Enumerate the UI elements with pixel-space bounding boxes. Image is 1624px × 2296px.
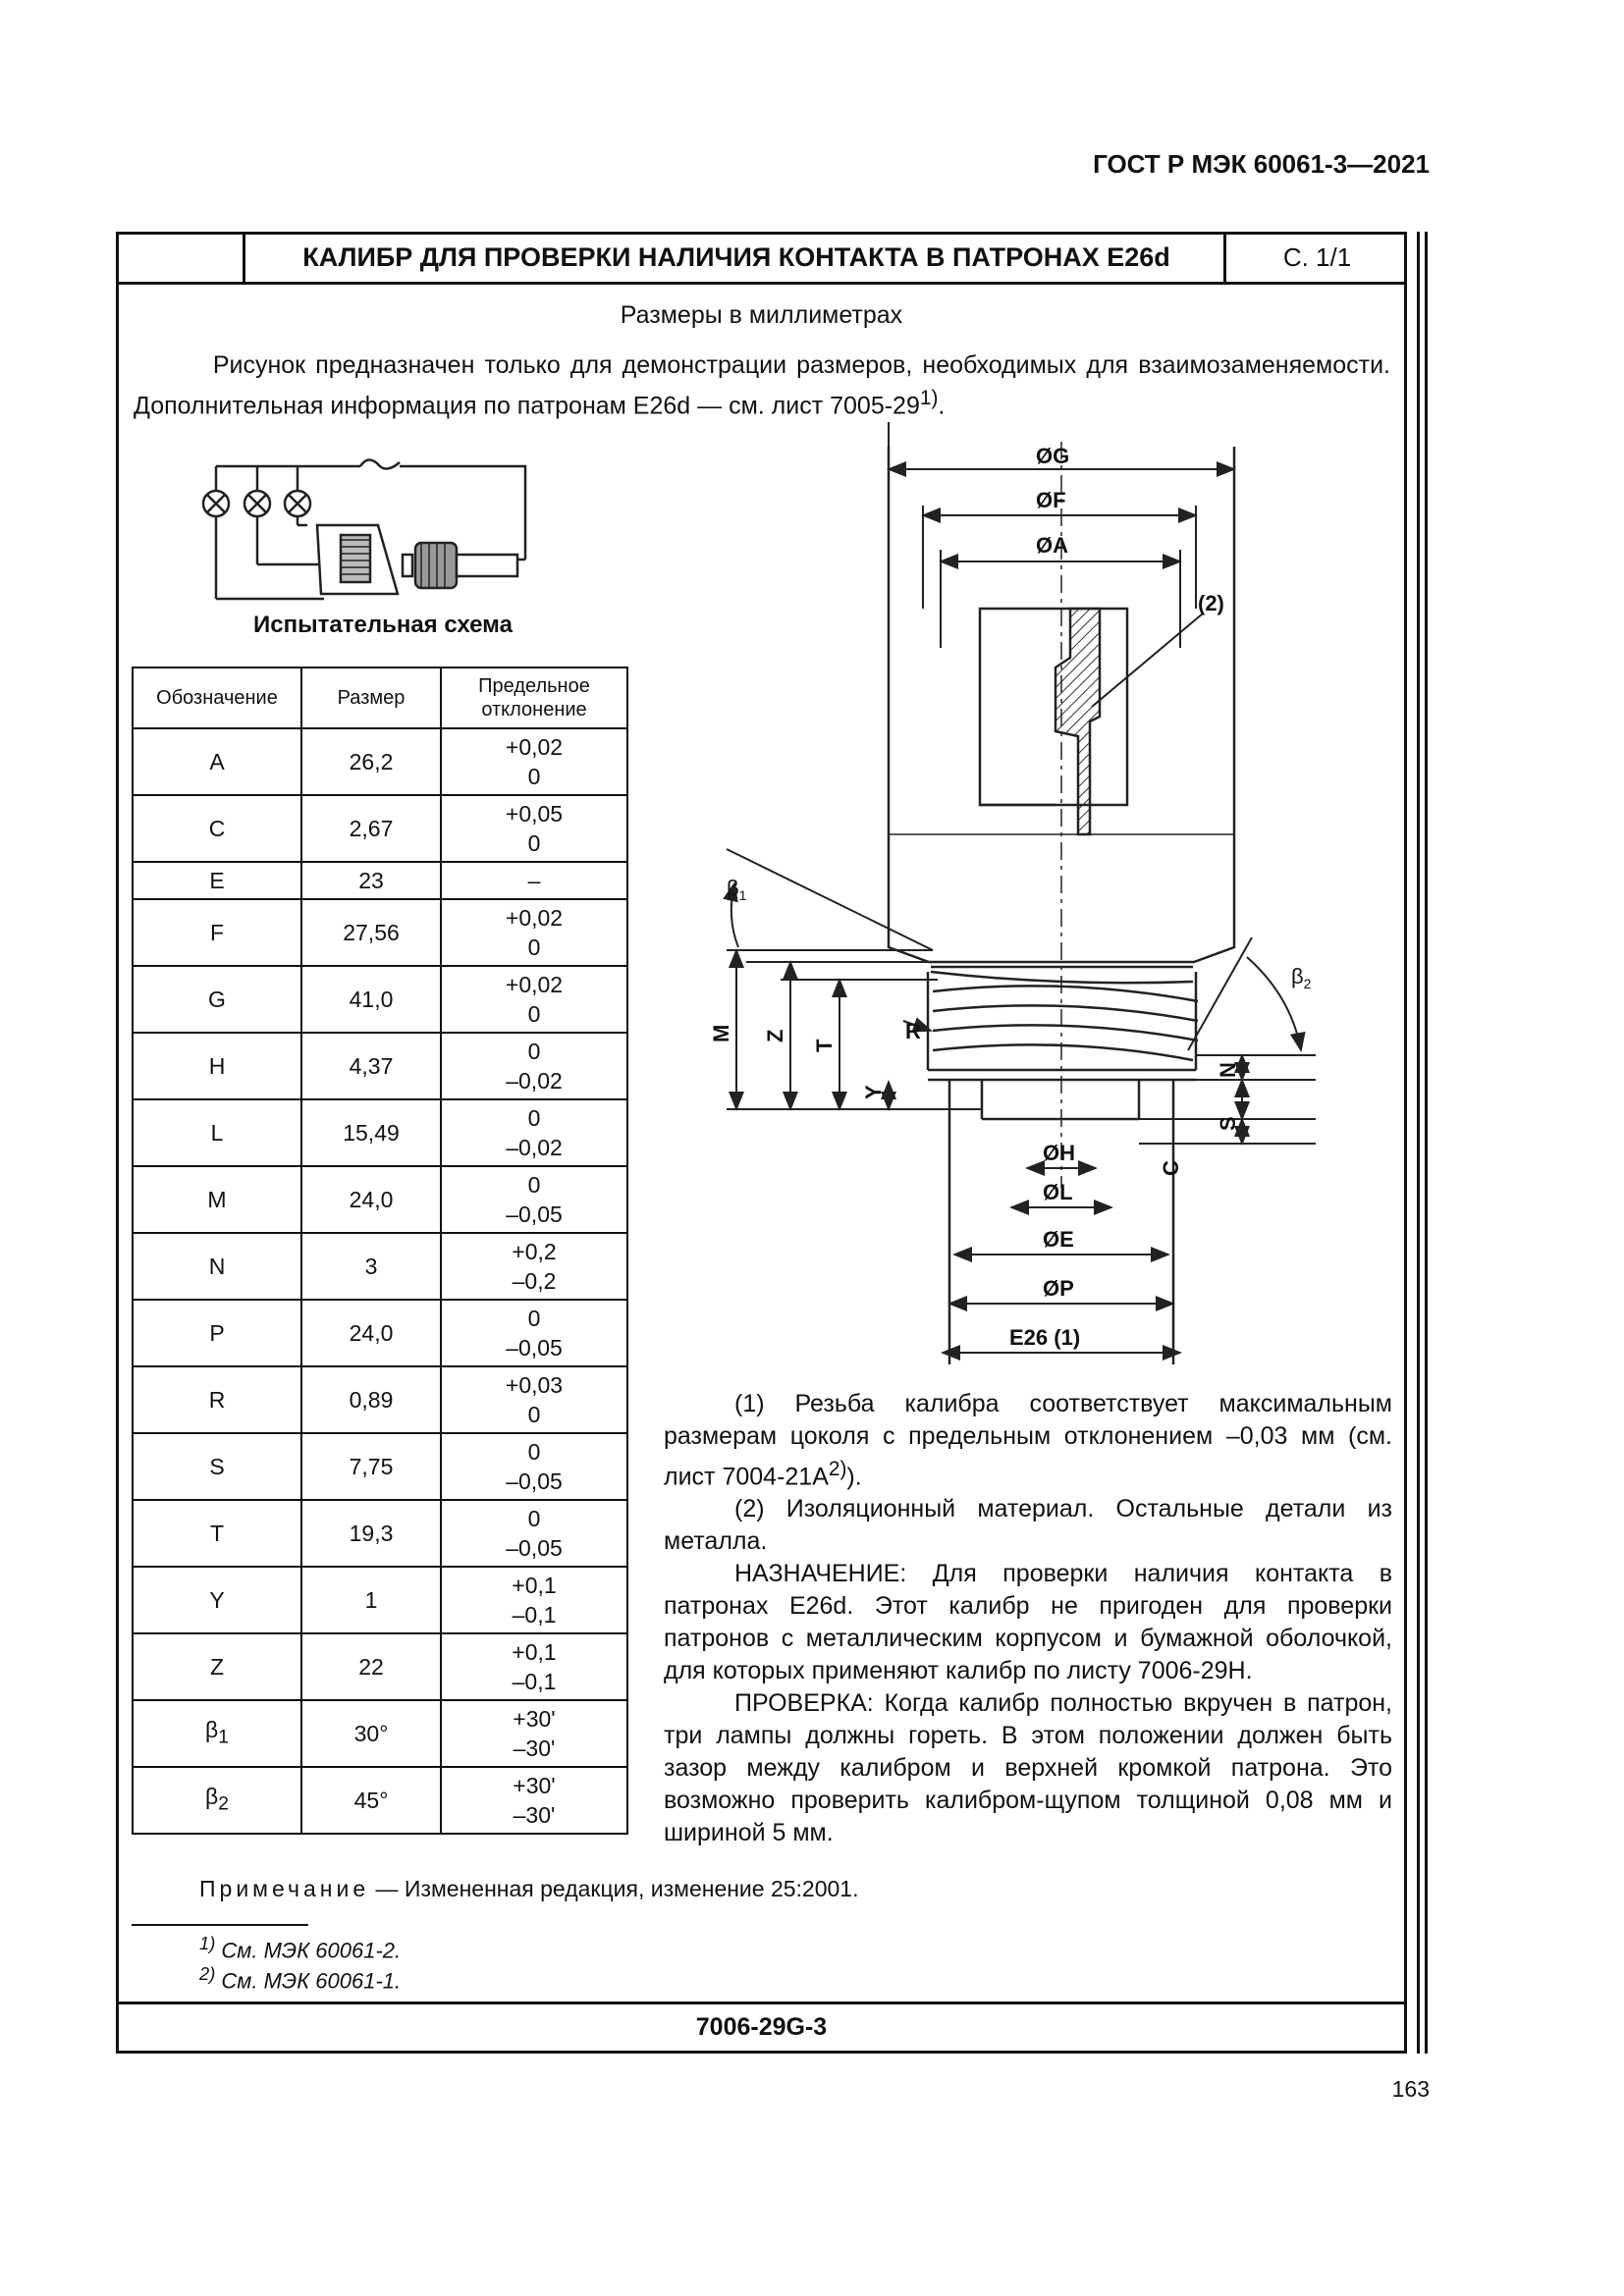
cell-tolerance: 0 –0,05 xyxy=(441,1500,627,1567)
table-row xyxy=(133,862,627,899)
cell-designation: $\beta_2$ xyxy=(133,1767,301,1834)
test-circuit-diagram xyxy=(191,447,545,609)
intro-paragraph xyxy=(134,349,1390,422)
cell-designation: E xyxy=(133,862,301,899)
cell-designation: C xyxy=(133,795,301,862)
cell-tolerance: +0,02 0 xyxy=(441,899,627,966)
cell-designation: H xyxy=(133,1033,301,1099)
cell-designation: Y xyxy=(133,1567,301,1633)
cell-tolerance: 0 –0,05 xyxy=(441,1300,627,1366)
label-n: N xyxy=(1216,1062,1240,1078)
cell-designation: L xyxy=(133,1099,301,1166)
remark-text: — Измененная редакция, изменение 25:2001. xyxy=(369,1876,859,1901)
cell-size: 15,49 xyxy=(301,1099,441,1166)
cell-tolerance: +0,02 0 xyxy=(441,966,627,1033)
label-g: ØG xyxy=(1036,444,1070,468)
cell-size: 24,0 xyxy=(301,1300,441,1366)
table-row xyxy=(133,1366,627,1433)
note-2: (2) Изоляционный материал. Остальные детали из металла. xyxy=(664,1495,1392,1556)
table-row xyxy=(133,795,627,862)
dimensions-table xyxy=(132,667,628,1835)
cell-size: 4,37 xyxy=(301,1033,441,1099)
remark-label: Примечание xyxy=(199,1876,370,1901)
label-c: C xyxy=(1159,1160,1183,1176)
cell-designation: F xyxy=(133,899,301,966)
label-thread: E26 (1) xyxy=(1009,1325,1081,1350)
cell-tolerance: 0 –0,02 xyxy=(441,1033,627,1099)
cell-tolerance: +0,02 0 xyxy=(441,728,627,795)
table-row xyxy=(133,1233,627,1300)
cell-tolerance: 0 –0,05 xyxy=(441,1166,627,1233)
table-header-row xyxy=(133,667,627,728)
cell-designation: N xyxy=(133,1233,301,1300)
table-row xyxy=(133,1567,627,1633)
note-1: (1) Резьба калибра соответствует максимальным размерам цоколя с предельным отклонением –0,03 мм (см. лист $7004-21A^{2)}$). xyxy=(664,1390,1392,1491)
cell-size: 3 xyxy=(301,1233,441,1300)
table-row xyxy=(133,1166,627,1233)
intro-text: Рисунок предназначен только для демонстрации размеров, необходимых для взаимозаменяемости. Дополнительная информация по патронам E26d — см. лист 7005-29 xyxy=(134,351,1390,420)
cell-designation: P xyxy=(133,1300,301,1366)
table-row xyxy=(133,728,627,795)
label-h: ØH xyxy=(1043,1141,1075,1165)
cell-size: 19,3 xyxy=(301,1500,441,1567)
cell-size: 22 xyxy=(301,1633,441,1700)
lamp-icon xyxy=(203,491,310,516)
label-r: R xyxy=(905,1019,921,1043)
cell-designation: A xyxy=(133,728,301,795)
cell-tolerance: +0,05 0 xyxy=(441,795,627,862)
sheet-number: 7006-29G-3 xyxy=(695,2013,828,2041)
note-purpose: НАЗНАЧЕНИЕ: Для проверки наличия контакта в патронах E26d. Этот калибр не пригоден для проверки патронов с металлическим корпусом и бумажной оболочкой, для которых применяют калибр по листу 7006-29H. xyxy=(664,1560,1392,1685)
label-insulation: (2) xyxy=(1198,591,1224,615)
footer-divider xyxy=(116,2002,1407,2004)
header-designation: Обозначение xyxy=(133,667,301,728)
frame-double-line xyxy=(1425,232,1428,2054)
cell-designation: R xyxy=(133,1366,301,1433)
cell-tolerance: +30' –30' xyxy=(441,1767,627,1834)
units-note: Размеры в миллиметрах xyxy=(620,301,903,329)
cell-designation: S xyxy=(133,1433,301,1500)
label-t: T xyxy=(812,1039,837,1052)
cell-tolerance: +30' –30' xyxy=(441,1700,627,1767)
sheet-page: С. 1/1 xyxy=(1282,242,1352,272)
label-y: Y xyxy=(861,1085,886,1099)
sheet-title: КАЛИБР ДЛЯ ПРОВЕРКИ НАЛИЧИЯ КОНТАКТА В ПАТРОНАХ E26d xyxy=(302,242,1170,272)
header-size: Размер xyxy=(301,667,441,728)
table-row xyxy=(133,1500,627,1567)
cell-size: 30° xyxy=(301,1700,441,1767)
remark xyxy=(199,1876,859,1902)
label-l: ØL xyxy=(1043,1180,1073,1204)
table-row xyxy=(133,1433,627,1500)
cell-size: 23 xyxy=(301,862,441,899)
standard-designation: ГОСТ Р МЭК 60061-3—2021 xyxy=(1093,149,1430,179)
cell-designation: G xyxy=(133,966,301,1033)
cell-size: 7,75 xyxy=(301,1433,441,1500)
label-beta2: $\beta_2$ xyxy=(1291,964,1312,991)
cell-size: 2,67 xyxy=(301,795,441,862)
gauge-drawing xyxy=(687,422,1326,1364)
cell-tolerance: +0,03 0 xyxy=(441,1366,627,1433)
table-row xyxy=(133,1700,627,1767)
cell-size: 0,89 xyxy=(301,1366,441,1433)
cell-size: 1 xyxy=(301,1567,441,1633)
table-row xyxy=(133,1099,627,1166)
footnote-2: $^{2)}$ См. МЭК 60061-1. xyxy=(199,1963,402,1994)
header-tolerance: Предельное отклонение xyxy=(441,667,627,728)
cell-tolerance: +0,2 –0,2 xyxy=(441,1233,627,1300)
footnote-separator xyxy=(132,1924,308,1926)
cell-designation: T xyxy=(133,1500,301,1567)
cell-tolerance: +0,1 –0,1 xyxy=(441,1567,627,1633)
cell-size: 27,56 xyxy=(301,899,441,966)
table-row xyxy=(133,1767,627,1834)
table-row xyxy=(133,1300,627,1366)
frame-double-line xyxy=(1417,232,1420,2054)
cell-tolerance: 0 –0,02 xyxy=(441,1099,627,1166)
footnote-1: $^{1)}$ См. МЭК 60061-2. xyxy=(199,1933,402,1963)
cell-designation: $\beta_1$ xyxy=(133,1700,301,1767)
cell-size: 41,0 xyxy=(301,966,441,1033)
intro-footnote-ref: 1) xyxy=(919,387,939,409)
cell-tolerance: – xyxy=(441,862,627,899)
note-check: ПРОВЕРКА: Когда калибр полностью вкручен в патрон, три лампы должны гореть. В этом положении должен быть зазор между калибром и верхней кромкой патрона. Это возможно проверить калибром-щупом толщиной 0,08 мм и шириной 5 мм. xyxy=(664,1689,1392,1847)
table-row xyxy=(133,1633,627,1700)
table-row xyxy=(133,1033,627,1099)
label-f: ØF xyxy=(1036,488,1066,512)
notes-block xyxy=(664,1388,1392,1849)
intro-end: . xyxy=(938,392,946,420)
cell-tolerance: +0,1 –0,1 xyxy=(441,1633,627,1700)
label-s: S xyxy=(1216,1116,1240,1131)
label-m: M xyxy=(709,1024,733,1042)
label-z: Z xyxy=(763,1029,787,1042)
label-a: ØA xyxy=(1036,533,1068,558)
cell-designation: M xyxy=(133,1166,301,1233)
table-row xyxy=(133,966,627,1033)
cell-size: 45° xyxy=(301,1767,441,1834)
label-p: ØP xyxy=(1043,1276,1074,1301)
label-e: ØE xyxy=(1043,1227,1074,1252)
cell-tolerance: 0 –0,05 xyxy=(441,1433,627,1500)
schema-caption: Испытательная схема xyxy=(253,612,513,638)
cell-designation: Z xyxy=(133,1633,301,1700)
cell-size: 24,0 xyxy=(301,1166,441,1233)
label-beta1: $\beta_1$ xyxy=(727,876,747,903)
page-number: 163 xyxy=(1391,2076,1430,2102)
cell-size: 26,2 xyxy=(301,728,441,795)
table-row xyxy=(133,899,627,966)
